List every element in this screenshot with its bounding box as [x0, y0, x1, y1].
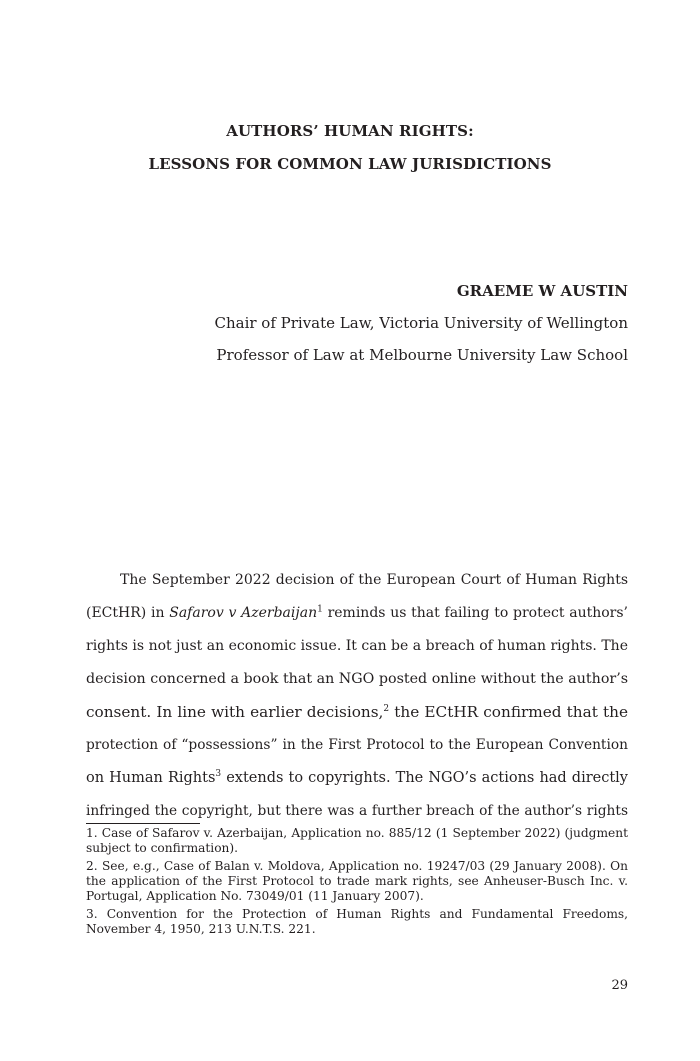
body-text-segment: protection of “possessions” in the First Protocol to the European Convention: [86, 737, 628, 753]
body-text-segment: The September 2022 decision of the European Court of Human Rights: [120, 572, 628, 588]
body-text-segment: reminds us that failing to protect authors’: [322, 605, 628, 621]
footnotes: [86, 826, 628, 940]
footnote-3: 3. Convention for the Protection of Human Rights and Fundamental Freedoms, November 4, 1950, 213 U.N.T.S. 221.: [86, 907, 628, 936]
footnote-2: 2. See, e.g., Case of Balan v. Moldova, Application no. 19247/03 (29 January 2008). On the application of the First Protocol to trade mark rights, see Anheuser-Busch Inc. v. Portugal, Application No. 73049/01 (11 January 2007).: [86, 859, 628, 903]
body-line: [86, 696, 628, 729]
article-title-line-2: LESSONS FOR COMMON LAW JURISDICTIONS: [148, 155, 552, 173]
body-text-segment: decision concerned a book that an NGO posted online without the author’s: [86, 671, 628, 687]
footnote-ref-3[interactable]: 3: [215, 769, 222, 780]
page-number: 29: [611, 978, 628, 993]
body-paragraph: [86, 564, 628, 828]
body-line: [86, 762, 628, 795]
footnote-ref-2[interactable]: 2: [383, 703, 390, 714]
body-text-segment: extends to copyrights. The NGO’s actions had directly: [221, 770, 628, 786]
author-name: GRAEME W AUSTIN: [456, 282, 628, 300]
body-line: [86, 729, 628, 762]
body-text-segment: (ECtHR) in: [86, 605, 170, 621]
article-title-line-1: AUTHORS’ HUMAN RIGHTS:: [226, 122, 474, 140]
body-text-segment: on Human Rights: [86, 770, 216, 786]
body-line: [86, 597, 628, 630]
body-text-segment: the ECtHR confirmed that the: [389, 703, 628, 721]
footnote-1: 1. Case of Safarov v. Azerbaijan, Application no. 885/12 (1 September 2022) (judgment subject to confirmation).: [86, 826, 628, 855]
footnote-divider: [86, 823, 200, 824]
body-text-segment: infringed the copyright, but there was a further breach of the author’s rights: [86, 803, 628, 819]
author-affiliation-1: Chair of Private Law, Victoria University of Wellington: [214, 314, 628, 332]
body-text-segment: rights is not just an economic issue. It can be a breach of human rights. The: [86, 638, 628, 654]
body-line: [86, 663, 628, 696]
body-line: [86, 630, 628, 663]
body-text-segment: consent. In line with earlier decisions,: [86, 703, 384, 721]
author-affiliation-2: Professor of Law at Melbourne University Law School: [216, 346, 628, 364]
footnote-ref-1[interactable]: 1: [317, 604, 323, 615]
body-line: [86, 564, 628, 597]
case-name: Safarov v Azerbaijan: [169, 605, 318, 621]
